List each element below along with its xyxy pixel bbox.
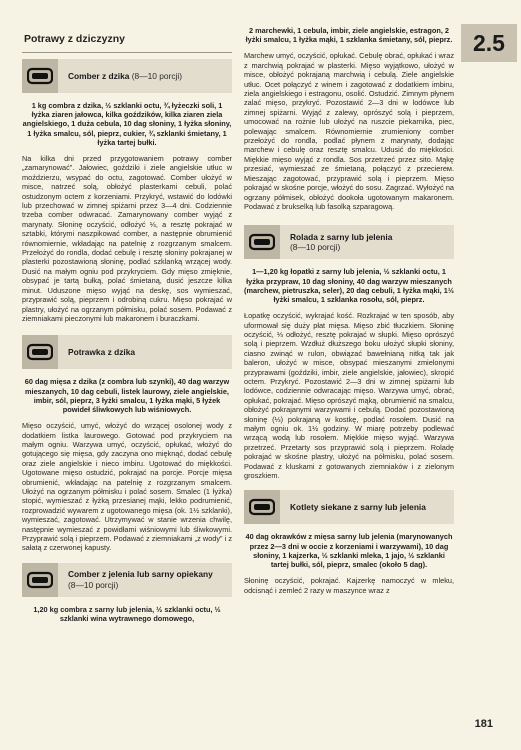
- recipe-instructions: Mięso oczyścić, umyć, włożyć do wrzącej osolonej wody z dodatkiem listka laurowego. Gotować pod przykryciem na małym ogniu. Warzywa umyć, oczyścić, opłukać, włożyć do gotującego się mięsa, gdy zaczyna ono mięknąć, dodać cebulę oraz ziele angielskie i nieco imbiru. Ugotować do miękkości. Ugotowane mięso ostudzić, pokrajać na porcje. Porcje mięsa obrumienić, wkładając na patelnię z rozgrzanym smalcem. Ułożyć na ogrzanym półmisku i polać sosem. Smalec (1 łyżka) stopić, wymieszać z łyżką przesianej mąki, lekko podrumienić, rozprowadzić wywarem z ugotowanego mięsa (ok. 1½ szklanki), wymieszać, zagotować. Utrzymywać w stanie wrzenia chwilę, następnie wymieszać z powidłami wiśniowymi lub śliwkowymi. Przyprawić solą i pieprzem. Podawać z ziemniakami „z wody” i z sałatą z czerwonej kapusty.: [22, 421, 232, 553]
- section-number-tab: [461, 24, 517, 62]
- page-number: 181: [474, 718, 493, 730]
- recipe-title: [280, 502, 426, 513]
- recipe-title: [58, 347, 135, 358]
- recipe-name: Potrawka z dzika: [68, 347, 136, 358]
- recipe-title: [280, 232, 392, 253]
- recipe-portions: (8—10 porcji): [68, 579, 119, 590]
- recipe-header-comber-z-jelenia: [22, 563, 232, 597]
- pot-icon: [22, 563, 58, 597]
- recipe-portions: (8—10 porcji): [290, 242, 341, 253]
- recipe-instructions: Łopatkę oczyścić, wykrajać kość. Rozkrajać w ten sposób, aby uformował się duży płat mięsa. Mięso zbić tłuczkiem. Słoninę oczyścić, ⅓ odłożyć, resztę pokrajać w słupki. Mięso oprószyć solą i pieprzem. Wzdłuż dłuższego boku ułożyć słupki słoniny, ciasno zwinąć w rulon, obwiązać bawełnianą nitką tak jak baleron, ułożyć w misce, obsypać mieszanymi zmielonymi przyprawami (goździki, imbir, ziele angielskie, jałowiec), skropić octem. Przykryć. Pozostawić 2—3 dni w zimnej spiżarni lub lodówce, codziennie odwracając mięso. Warzywa umyć, obrać, opłukać, pokrajać. Mięso oprószyć mąką, obrumienić na smalcu, obłożyć pokrajanymi warzywami i cebulą. Dodać pozostawioną słoninę (⅓) pokrajaną w kostkę, podlać rosołem. Dusić na małym ogniu ok. 1½ godziny. W miarę potrzeby podlewać wrzącą wodą lub rosołem. Miękkie mięso wyjąć. Warzywa przetrzeć. Przetarty sos przyprawić solą i pieprzem. Roladę pokrajać w skośne plastry, ułożyć na półmisku, polać sosem. Podawać z kluskami z gotowanych ziemniaków i z zielonym groszkiem.: [244, 311, 454, 481]
- section-number: 2.5: [473, 29, 505, 56]
- recipe-portions: (8—10 porcji): [131, 70, 183, 81]
- recipe-header-kotlety: [244, 490, 454, 524]
- recipe-ingredients-part-1: 1,20 kg combra z sarny lub jelenia, ½ szklanki octu, ½ szklanki wina wytrawnego domowego,: [33, 604, 221, 624]
- recipe-title: [58, 71, 182, 82]
- recipe-ingredients: 1—1,20 kg łopatki z sarny lub jelenia, ½ szklanki octu, 1 łyżka przypraw, 10 dag słoniny, 40 dag warzyw mieszanych (marchew, pietruszka, seler), 20 dag cebuli, 1 łyżka mąki, 1½ łyżki smalcu, 1 szklanka rosołu, sól, pieprz.: [244, 267, 454, 304]
- recipe-header-rolada: [244, 225, 454, 259]
- pot-icon: [22, 59, 58, 93]
- recipe-name: Kotlety siekane z sarny lub jelenia: [290, 502, 426, 513]
- recipe-instructions: Marchew umyć, oczyścić, opłukać. Cebulę obrać, opłukać i wraz z marchwią pokrajać w plasterki. Mięso wyjątkowo, ułożyć w misce, obłożyć pokrajaną marchwią i cebulą. Ziele angielskie utłuc. Ocet połączyć z winem i zagotować z dodatkiem imbiru, ziela angielskiego i estragonu, osolić. Ostudzić. Zimnym płynem zalać mięso, przykryć. Pozostawić 2—3 dni w lodówce lub zimnej spiżarni. Wyjąć z zalewy, oprószyć solą i pieprzem, umocować na rożnie lub ułożyć na ruszcie piekarnika, piec, polewając smalcem. Równomiernie zrumieniony comber przełożyć do rondla, podlać płynem z marynaty, dodając marchew i cebulę oraz resztę smalcu. Udusić do miękkości. Miękkie mięso wyjąć z rondla. Sos przetrzeć przez sito. Mąkę przesiać, wymieszać ze śmietaną, połączyć z przeciereм. Mieszając zagotować, przyprawić solą i pieprzem. Mięso pokrajać w skośne porcje, włożyć do sosu. Zagrzać. Wyłożyć na ogrzany półmisek, obłożyć dookoła ugotowanym makaronem. Podawać z brukselką lub fasolką szparagową.: [244, 51, 454, 211]
- recipe-ingredients: 1 kg combra z dzika, ½ szklanki octu, ¾ łyżeczki soli, 1 łyżka ziaren jałowca, kilka goździków, kilka ziaren ziela angielskiego, 1 duża cebula, 10 dag słoniny, 1 łyżka słoniny, 1 łyżka smalcu, sól, pieprz, cukier, ¾ szklanki śmietany, 1 łyżka tartej bułki.: [22, 101, 232, 147]
- recipe-name: Comber z dzika: [68, 70, 130, 81]
- recipe-title: [58, 569, 213, 590]
- pot-icon: [244, 225, 280, 259]
- right-column: [244, 26, 454, 595]
- recipe-header-potrawka-z-dzika: [22, 335, 232, 369]
- recipe-name: Rolada z sarny lub jelenia: [290, 231, 393, 242]
- recipe-ingredients-part-2: 2 marchewki, 1 cebula, imbir, ziele angielskie, estragon, 2 łyżki smalcu, 1 łyżka mąki, 1 szklanka śmietany, sól, pieprz.: [245, 26, 453, 45]
- recipe-ingredients: 60 dag mięsa z dzika (z combra lub szynki), 40 dag warzyw mieszanych, 10 dag cebuli, listek laurowy, ziele angielskie, imbir, sól, pieprz, 3 łyżki smalcu, 1 łyżka mąki, 5 łyżek powideł śliwkowych lub wiśniowych.: [24, 377, 230, 414]
- recipe-header-comber-z-dzika: [22, 59, 232, 93]
- pot-icon: [22, 335, 58, 369]
- recipe-ingredients: 40 dag okrawków z mięsa sarny lub jelenia (marynowanych przez 2—3 dni w occie z korzeniami i warzywami), 10 dag słoniny, 1 kajzerka, ½ szklanki mleka, 1 jajo, ½ szklanki tartej bułki, sól, pieprz, smalec (około 5 dag).: [245, 532, 453, 570]
- chapter-title: Potrawy z dziczyzny: [22, 20, 232, 53]
- recipe-name: Comber z jelenia lub sarny opiekany: [68, 569, 213, 580]
- pot-icon: [244, 490, 280, 524]
- recipe-instructions: Słoninę oczyścić, pokrajać. Kajzerkę namoczyć w mleku, odcisnąć i zemleć 2 razy w maszynce wraz z: [244, 576, 454, 595]
- recipe-instructions: Na kilka dni przed przygotowaniem potrawy comber „zamarynować”. Jałowiec, goździki i ziele angielskie utłuc w moździerzu, wsypać do octu, zagotować. Comber ułożyć w misce, natrzeć solą, obłożyć plasterkami cebuli, polać ostudzonym octem z korzeniami. Przykryć, wstawić do lodówki lub przechować w zimnej spiżarni przez 3—4 dni. Codziennie trzeba comber odwracać. Zamarynowany comber wyjąć z marynaty. Słoninę oczyścić, odłożyć ⅓, a resztę pokrajać w sztabki, którymi naszpikować comber, a następnie obrumienić równomiernie, wkładając na patelnię z rozgrzanym smalcem. Przełożyć do rondla, dodać cebulę i resztę słoniny pokrajanej w plasterki pozostawioną słoninę, podlać szklanką wrzącej wody. Dusić na małym ogniu pod przykryciem. Gdy mięso zmięknie, obsypać je tartą bułką, polać śmietaną, dusić jeszcze kilka minut. Uduszone mięso wyjąć na deskę, sos wymieszać, przyprawić solą, pieprzem i odrobiną cukru. Mięso pokrajać w plastry, ułożyć na ogrzanym półmisku, polać sosem. Podawać z ziemniakami pieczonymi lub makaronem i buraczkami.: [22, 154, 232, 323]
- left-column: [22, 20, 232, 630]
